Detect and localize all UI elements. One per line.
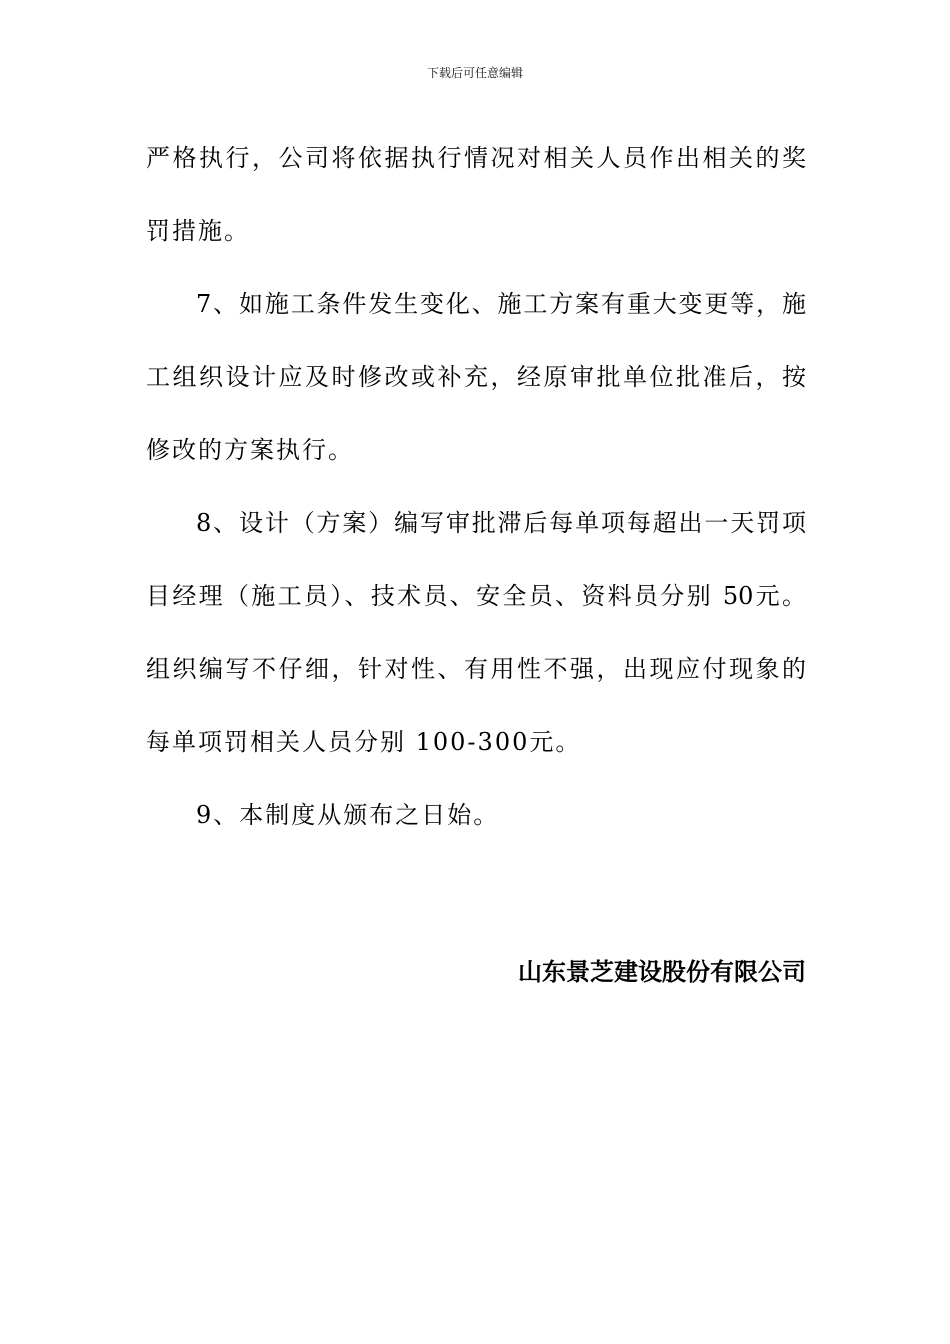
paragraph-line: 7、如施工条件发生变化、施工方案有重大变更等，施 — [196, 290, 806, 318]
paragraph-line: 9、本制度从颁布之日始。 — [196, 801, 500, 829]
paragraph-line: 修改的方案执行。 — [146, 436, 354, 464]
paragraph-line: 组织编写不仔细，针对性、有用性不强，出现应付现象的 — [146, 655, 806, 683]
paragraph-line: 严格执行，公司将依据执行情况对相关人员作出相关的奖 — [146, 144, 806, 172]
paragraph-line: 目经理（施工员）、技术员、安全员、资料员分别 50元。 — [146, 582, 806, 610]
page-header: 下载后可任意编辑 — [426, 66, 523, 80]
paragraph-line: 8、设计（方案）编写审批滞后每单项每超出一天罚项 — [196, 509, 806, 537]
document-body — [146, 122, 806, 852]
paragraph-line: 罚措施。 — [146, 217, 250, 245]
company-signature: 山东景芝建设股份有限公司 — [518, 958, 806, 986]
paragraph-line: 每单项罚相关人员分别 100-300元。 — [146, 728, 582, 756]
paragraph-line: 工组织设计应及时修改或补充，经原审批单位批准后，按 — [146, 363, 806, 391]
